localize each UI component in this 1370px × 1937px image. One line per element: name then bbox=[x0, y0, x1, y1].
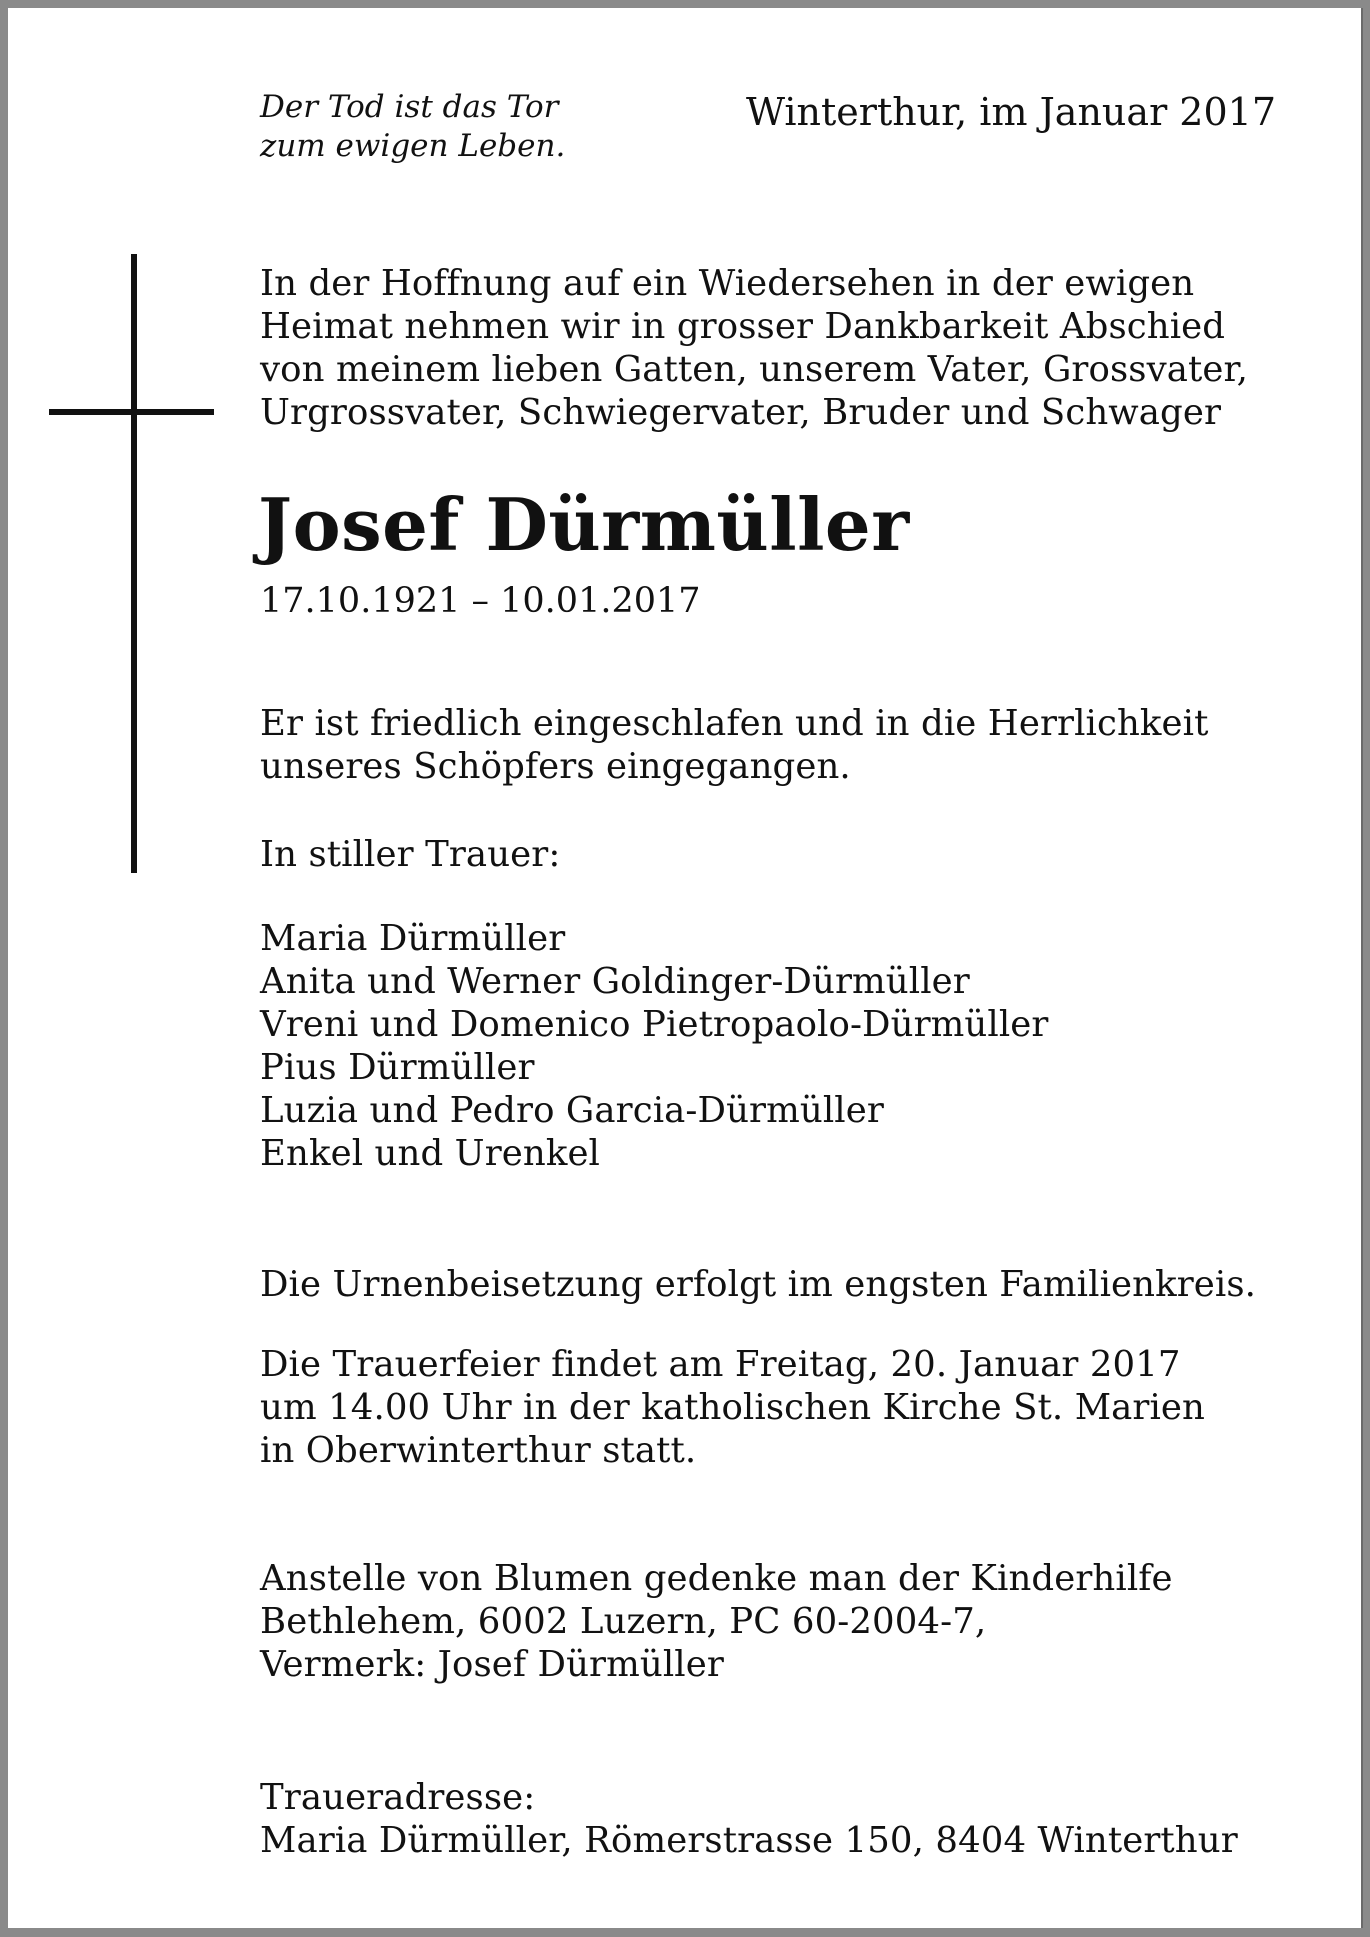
intro-text bbox=[260, 262, 1248, 434]
intro-line: In der Hoffnung auf ein Wiedersehen in der ewigen bbox=[260, 263, 1195, 304]
mourning-heading: In stiller Trauer: bbox=[260, 834, 561, 875]
motto-line: zum ewigen Leben. bbox=[260, 128, 566, 164]
intro-line: Heimat nehmen wir in grosser Dankbarkeit Abschied bbox=[260, 306, 1226, 347]
list-item: Vreni und Domenico Pietropaolo-Dürmüller bbox=[260, 1004, 1049, 1045]
motto-line: Der Tod ist das Tor bbox=[260, 89, 559, 125]
donation-line: Bethlehem, 6002 Luzern, PC 60-2004-7, bbox=[260, 1601, 987, 1642]
peaceful-line: Er ist friedlich eingeschlafen und in die Herrlichkeit bbox=[260, 703, 1209, 744]
service-line: um 14.00 Uhr in der katholischen Kirche St. Marien bbox=[260, 1387, 1206, 1428]
motto bbox=[260, 88, 565, 166]
peaceful-text bbox=[260, 702, 1208, 788]
service-line: in Oberwinterthur statt. bbox=[260, 1430, 697, 1471]
burial-note: Die Urnenbeisetzung erfolgt im engsten Familienkreis. bbox=[260, 1264, 1257, 1305]
obituary-page bbox=[8, 8, 1363, 1928]
place-date: Winterthur, im Januar 2017 bbox=[746, 90, 1277, 134]
peaceful-line: unseres Schöpfers eingegangen. bbox=[260, 746, 851, 787]
intro-line: Urgrossvater, Schwiegervater, Bruder und Schwager bbox=[260, 392, 1222, 433]
service-line: Die Trauerfeier findet am Freitag, 20. Januar 2017 bbox=[260, 1344, 1181, 1385]
mourning-address bbox=[260, 1776, 1238, 1862]
mourners-list bbox=[260, 917, 1048, 1175]
life-dates: 17.10.1921 – 10.01.2017 bbox=[260, 581, 701, 621]
donation-line: Vermerk: Josef Dürmüller bbox=[260, 1644, 724, 1685]
deceased-name: Josef Dürmüller bbox=[258, 482, 910, 567]
address-heading: Traueradresse: bbox=[260, 1777, 536, 1818]
list-item: Enkel und Urenkel bbox=[260, 1133, 601, 1174]
list-item: Anita und Werner Goldinger-Dürmüller bbox=[260, 961, 970, 1002]
list-item: Maria Dürmüller bbox=[260, 918, 566, 959]
address-line: Maria Dürmüller, Römerstrasse 150, 8404 Winterthur bbox=[260, 1820, 1238, 1861]
service-text bbox=[260, 1343, 1205, 1472]
donation-line: Anstelle von Blumen gedenke man der Kinderhilfe bbox=[260, 1558, 1173, 1599]
donation-text bbox=[260, 1557, 1173, 1686]
list-item: Pius Dürmüller bbox=[260, 1047, 535, 1088]
cross-icon bbox=[131, 254, 137, 873]
list-item: Luzia und Pedro Garcia-Dürmüller bbox=[260, 1090, 884, 1131]
intro-line: von meinem lieben Gatten, unserem Vater, Grossvater, bbox=[260, 349, 1249, 390]
cross-icon-bar bbox=[49, 409, 214, 415]
